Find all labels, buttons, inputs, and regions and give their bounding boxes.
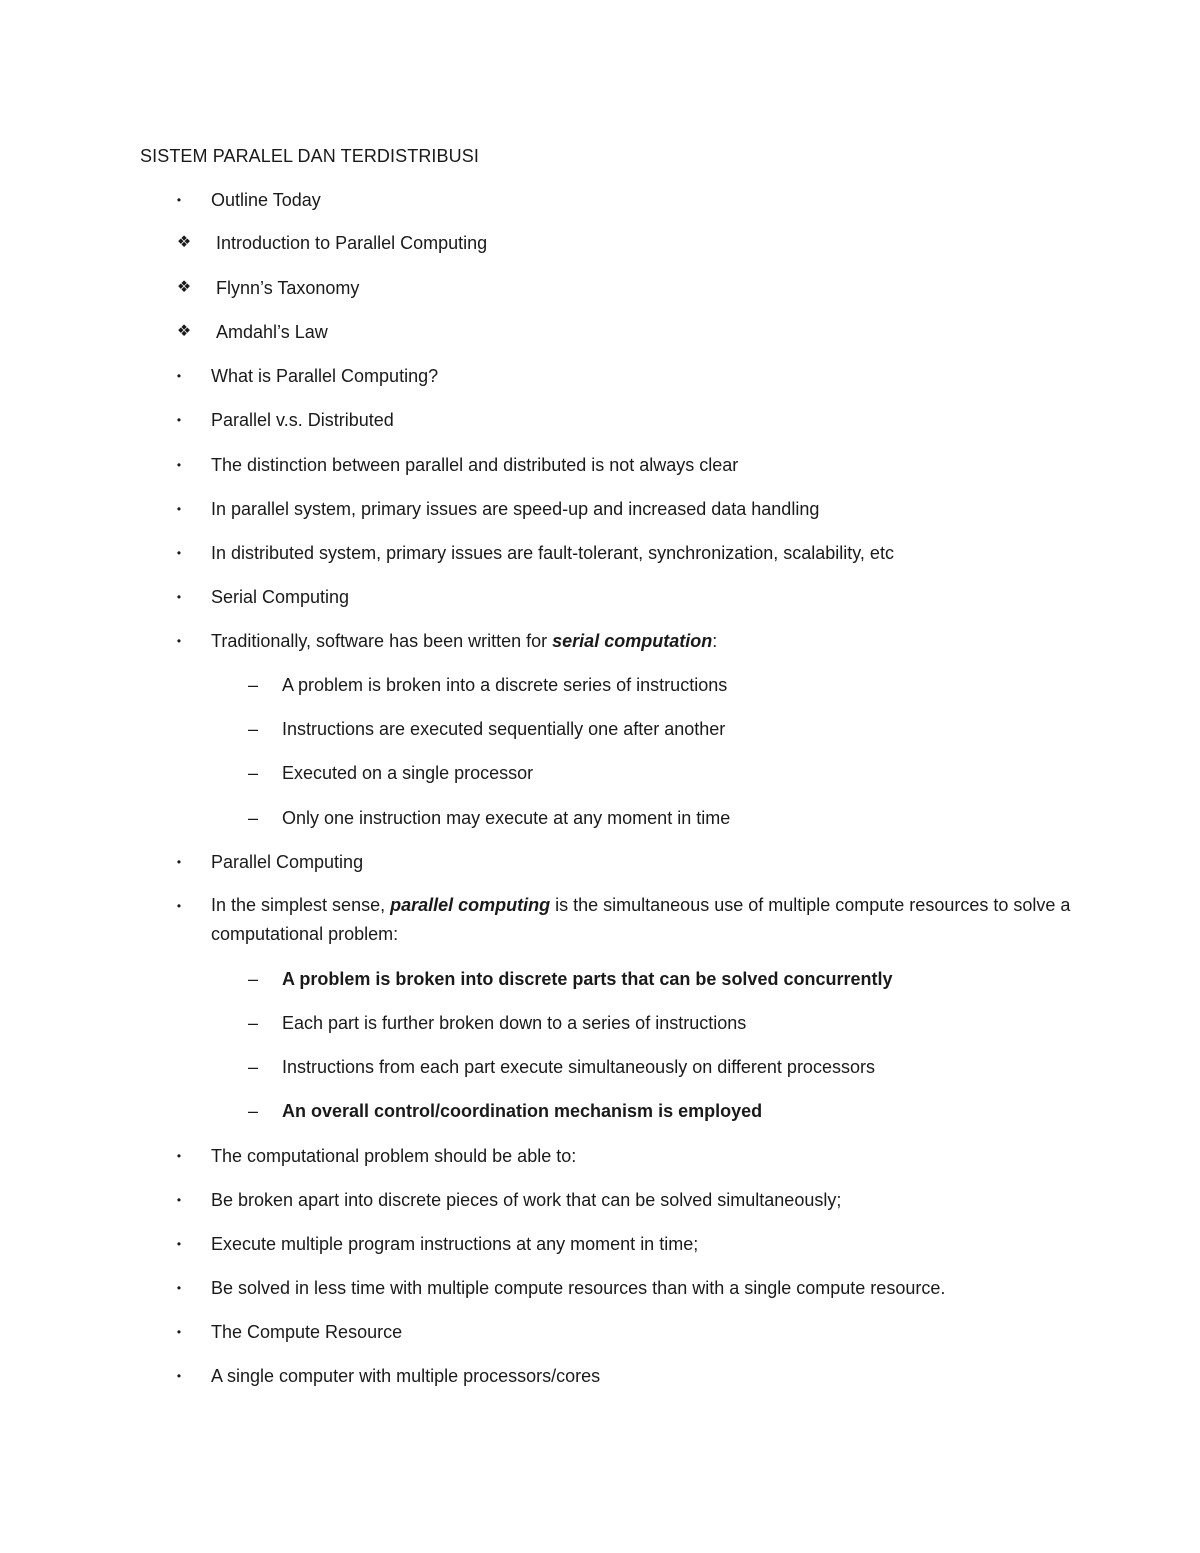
dash-bullet-icon: – bbox=[247, 969, 258, 989]
list-item-text bbox=[211, 891, 1071, 949]
list-item-text: A problem is broken into a discrete series of instructions bbox=[282, 675, 728, 695]
dash-bullet-icon: – bbox=[247, 719, 258, 739]
list-item-text-post: : bbox=[712, 631, 718, 651]
document-title: SISTEM PARALEL DAN TERDISTRIBUSI bbox=[140, 146, 479, 166]
bullet-icon: • bbox=[176, 1369, 182, 1383]
bullet-icon: • bbox=[176, 1237, 182, 1251]
bullet-icon: • bbox=[176, 458, 182, 472]
dash-bullet-icon: – bbox=[247, 763, 258, 783]
list-item-text: Introduction to Parallel Computing bbox=[216, 233, 488, 253]
list-item-text: The computational problem should be able to: bbox=[211, 1146, 577, 1166]
bullet-icon: • bbox=[176, 1149, 182, 1163]
list-item-text: Instructions from each part execute simultaneously on different processors bbox=[282, 1057, 875, 1077]
list-item-text: Each part is further broken down to a series of instructions bbox=[282, 1013, 747, 1033]
bullet-icon: • bbox=[176, 1193, 182, 1207]
bullet-icon: • bbox=[176, 413, 182, 427]
list-item-text-pre: In the simplest sense, bbox=[211, 895, 391, 915]
list-item-text: In parallel system, primary issues are speed-up and increased data handling bbox=[211, 499, 820, 519]
list-item-text: Execute multiple program instructions at any moment in time; bbox=[211, 1234, 699, 1254]
diamond-bullet-icon: ❖ bbox=[176, 323, 192, 340]
list-item-text: A problem is broken into discrete parts that can be solved concurrently bbox=[282, 969, 893, 989]
list-item-text: Instructions are executed sequentially one after another bbox=[282, 719, 726, 739]
list-item-text: Parallel v.s. Distributed bbox=[211, 410, 394, 430]
bullet-icon: • bbox=[176, 546, 182, 560]
list-item-text: Serial Computing bbox=[211, 587, 350, 607]
list-item-text: An overall control/coordination mechanism is employed bbox=[282, 1101, 763, 1121]
list-item-text: Outline Today bbox=[211, 190, 321, 210]
bullet-icon: • bbox=[176, 634, 182, 648]
list-item-text: A single computer with multiple processors/cores bbox=[211, 1366, 601, 1386]
list-item-text: In distributed system, primary issues are fault-tolerant, synchronization, scalability, etc bbox=[211, 543, 894, 563]
diamond-bullet-icon: ❖ bbox=[176, 234, 192, 251]
diamond-bullet-icon: ❖ bbox=[176, 279, 192, 296]
dash-bullet-icon: – bbox=[247, 675, 258, 695]
list-item-text: Flynn’s Taxonomy bbox=[216, 278, 360, 298]
list-item-text: Be solved in less time with multiple compute resources than with a single compute resource. bbox=[211, 1278, 946, 1298]
list-item-text: Amdahl’s Law bbox=[216, 322, 328, 342]
bullet-icon: • bbox=[176, 369, 182, 383]
list-item-text: The distinction between parallel and distributed is not always clear bbox=[211, 455, 739, 475]
list-item-text-post: is the simultaneous use of multiple compute resources to solve a computational problem: bbox=[211, 895, 1071, 944]
emphasized-term: serial computation bbox=[552, 631, 713, 651]
dash-bullet-icon: – bbox=[247, 1057, 258, 1077]
emphasized-term: parallel computing bbox=[390, 895, 551, 915]
list-item-text-pre: Traditionally, software has been written for bbox=[211, 631, 553, 651]
list-item-text: What is Parallel Computing? bbox=[211, 366, 439, 386]
list-item-text bbox=[211, 630, 717, 652]
dash-bullet-icon: – bbox=[247, 808, 258, 828]
list-item-text: The Compute Resource bbox=[211, 1322, 403, 1342]
dash-bullet-icon: – bbox=[247, 1013, 258, 1033]
bullet-icon: • bbox=[176, 899, 182, 913]
bullet-icon: • bbox=[176, 855, 182, 869]
dash-bullet-icon: – bbox=[247, 1101, 258, 1121]
list-item-text: Parallel Computing bbox=[211, 852, 364, 872]
list-item-text: Only one instruction may execute at any moment in time bbox=[282, 808, 731, 828]
list-item-text: Be broken apart into discrete pieces of work that can be solved simultaneously; bbox=[211, 1190, 842, 1210]
bullet-icon: • bbox=[176, 1325, 182, 1339]
bullet-icon: • bbox=[176, 193, 182, 207]
list-item-text: Executed on a single processor bbox=[282, 763, 534, 783]
bullet-icon: • bbox=[176, 1281, 182, 1295]
bullet-icon: • bbox=[176, 502, 182, 516]
bullet-icon: • bbox=[176, 590, 182, 604]
